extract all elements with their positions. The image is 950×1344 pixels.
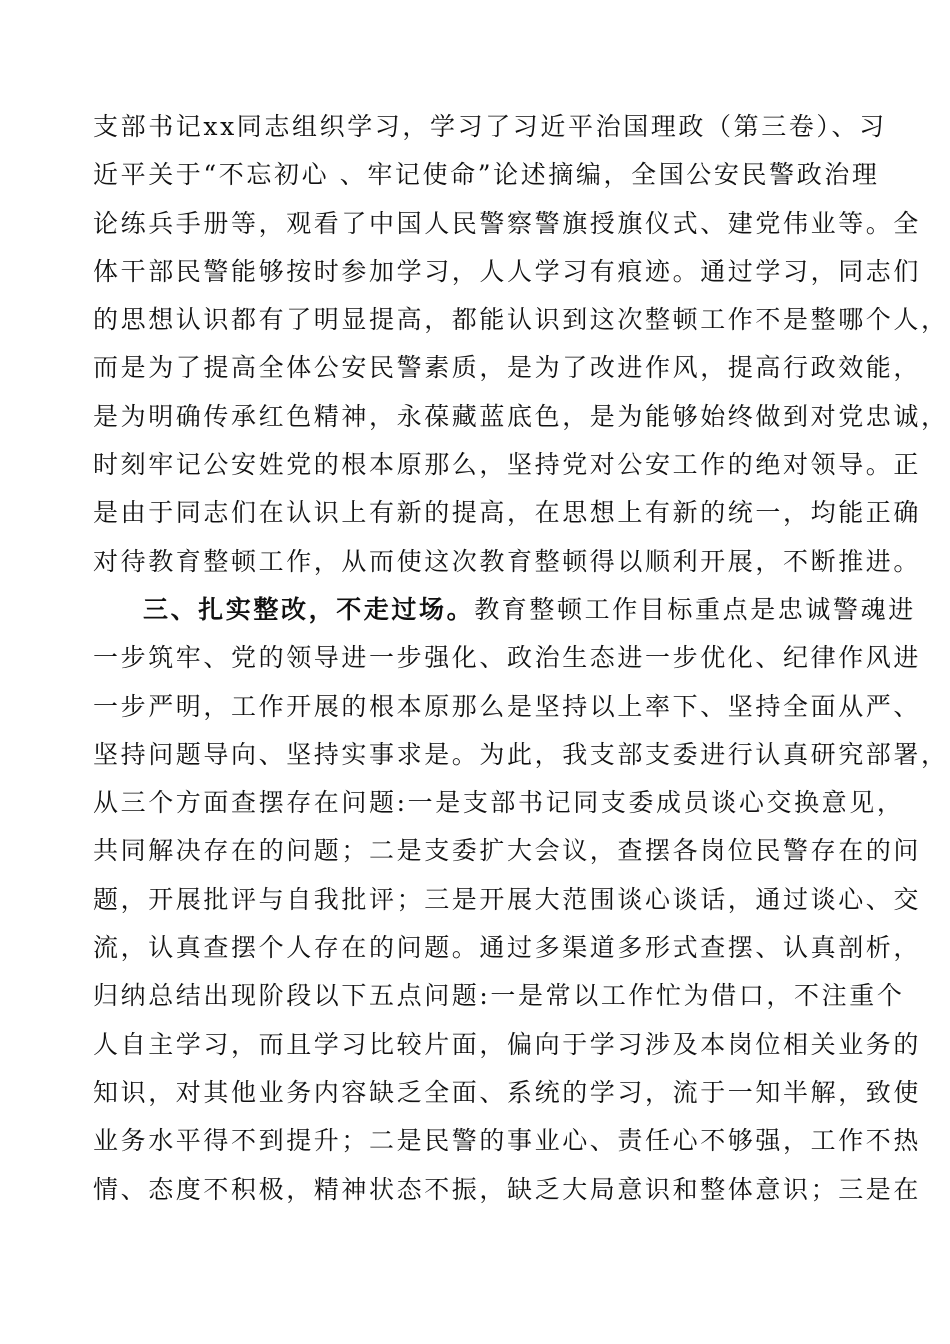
section-first-line-text: 教育整顿工作目标重点是忠诚警魂进 bbox=[474, 594, 916, 624]
text-line: 流，认真查摆个人存在的问题。通过多渠道多形式查摆、认真剖析， bbox=[93, 933, 922, 963]
text-line: 而是为了提高全体公安民警素质，是为了改进作风，提高行政效能， bbox=[93, 353, 922, 383]
text-line: 时刻牢记公安姓党的根本原那么，坚持党对公安工作的绝对领导。正 bbox=[93, 450, 922, 480]
text-line: 对待教育整顿工作，从而使这次教育整顿得以顺利开展，不断推进。 bbox=[93, 546, 922, 576]
paragraph-study bbox=[93, 103, 949, 586]
text-line: 体干部民警能够按时参加学习，人人学习有痕迹。通过学习，同志们 bbox=[93, 256, 922, 286]
text-line: 归纳总结出现阶段以下五点问题:一是常以工作忙为借口，不注重个 bbox=[93, 981, 905, 1011]
text-line: 情、态度不积极，精神状态不振，缺乏大局意识和整体意识；三是在 bbox=[93, 1174, 922, 1204]
text-line: 是由于同志们在认识上有新的提高，在思想上有新的统一，均能正确 bbox=[93, 498, 922, 528]
text-line: 人自主学习，而且学习比较片面，偏向于学习涉及本岗位相关业务的 bbox=[93, 1029, 922, 1059]
section-heading: 三、扎实整改，不走过场。 bbox=[143, 594, 475, 624]
text-line: 知识，对其他业务内容缺乏全面、系统的学习，流于一知半解，致使 bbox=[93, 1077, 922, 1107]
text-line: 共同解决存在的问题；二是支委扩大会议，查摆各岗位民警存在的问 bbox=[93, 836, 922, 866]
text-line: 业务水平得不到提升；二是民警的事业心、责任心不够强，工作不热 bbox=[93, 1126, 922, 1156]
paragraph-section-three bbox=[93, 586, 949, 1214]
section-first-line bbox=[93, 586, 916, 634]
text-line: 论练兵手册等，观看了中国人民警察警旗授旗仪式、建党伟业等。全 bbox=[93, 208, 922, 238]
text-line: 是为明确传承红色精神，永葆藏蓝底色，是为能够始终做到对党忠诚， bbox=[93, 401, 949, 431]
text-line: 近平关于“不忘初心 、牢记使命”论述摘编，全国公安民警政治理 bbox=[93, 160, 880, 190]
text-line: 从三个方面查摆存在问题:一是支部书记同支委成员谈心交换意见， bbox=[93, 788, 905, 818]
document-body bbox=[93, 103, 949, 1214]
text-line: 题，开展批评与自我批评；三是开展大范围谈心谈话，通过谈心、交 bbox=[93, 884, 922, 914]
text-line: 坚持问题导向、坚持实事求是。为此，我支部支委进行认真研究部署， bbox=[93, 739, 949, 769]
text-line: 的思想认识都有了明显提高，都能认识到这次整顿工作不是整哪个人， bbox=[93, 305, 949, 335]
text-line: 一步筑牢、党的领导进一步强化、政治生态进一步优化、纪律作风进 bbox=[93, 643, 922, 673]
text-line: 一步严明，工作开展的根本原那么是坚持以上率下、坚持全面从严、 bbox=[93, 691, 922, 721]
text-line: 支部书记xx同志组织学习，学习了习近平治国理政（第三卷）、习 bbox=[93, 112, 887, 141]
